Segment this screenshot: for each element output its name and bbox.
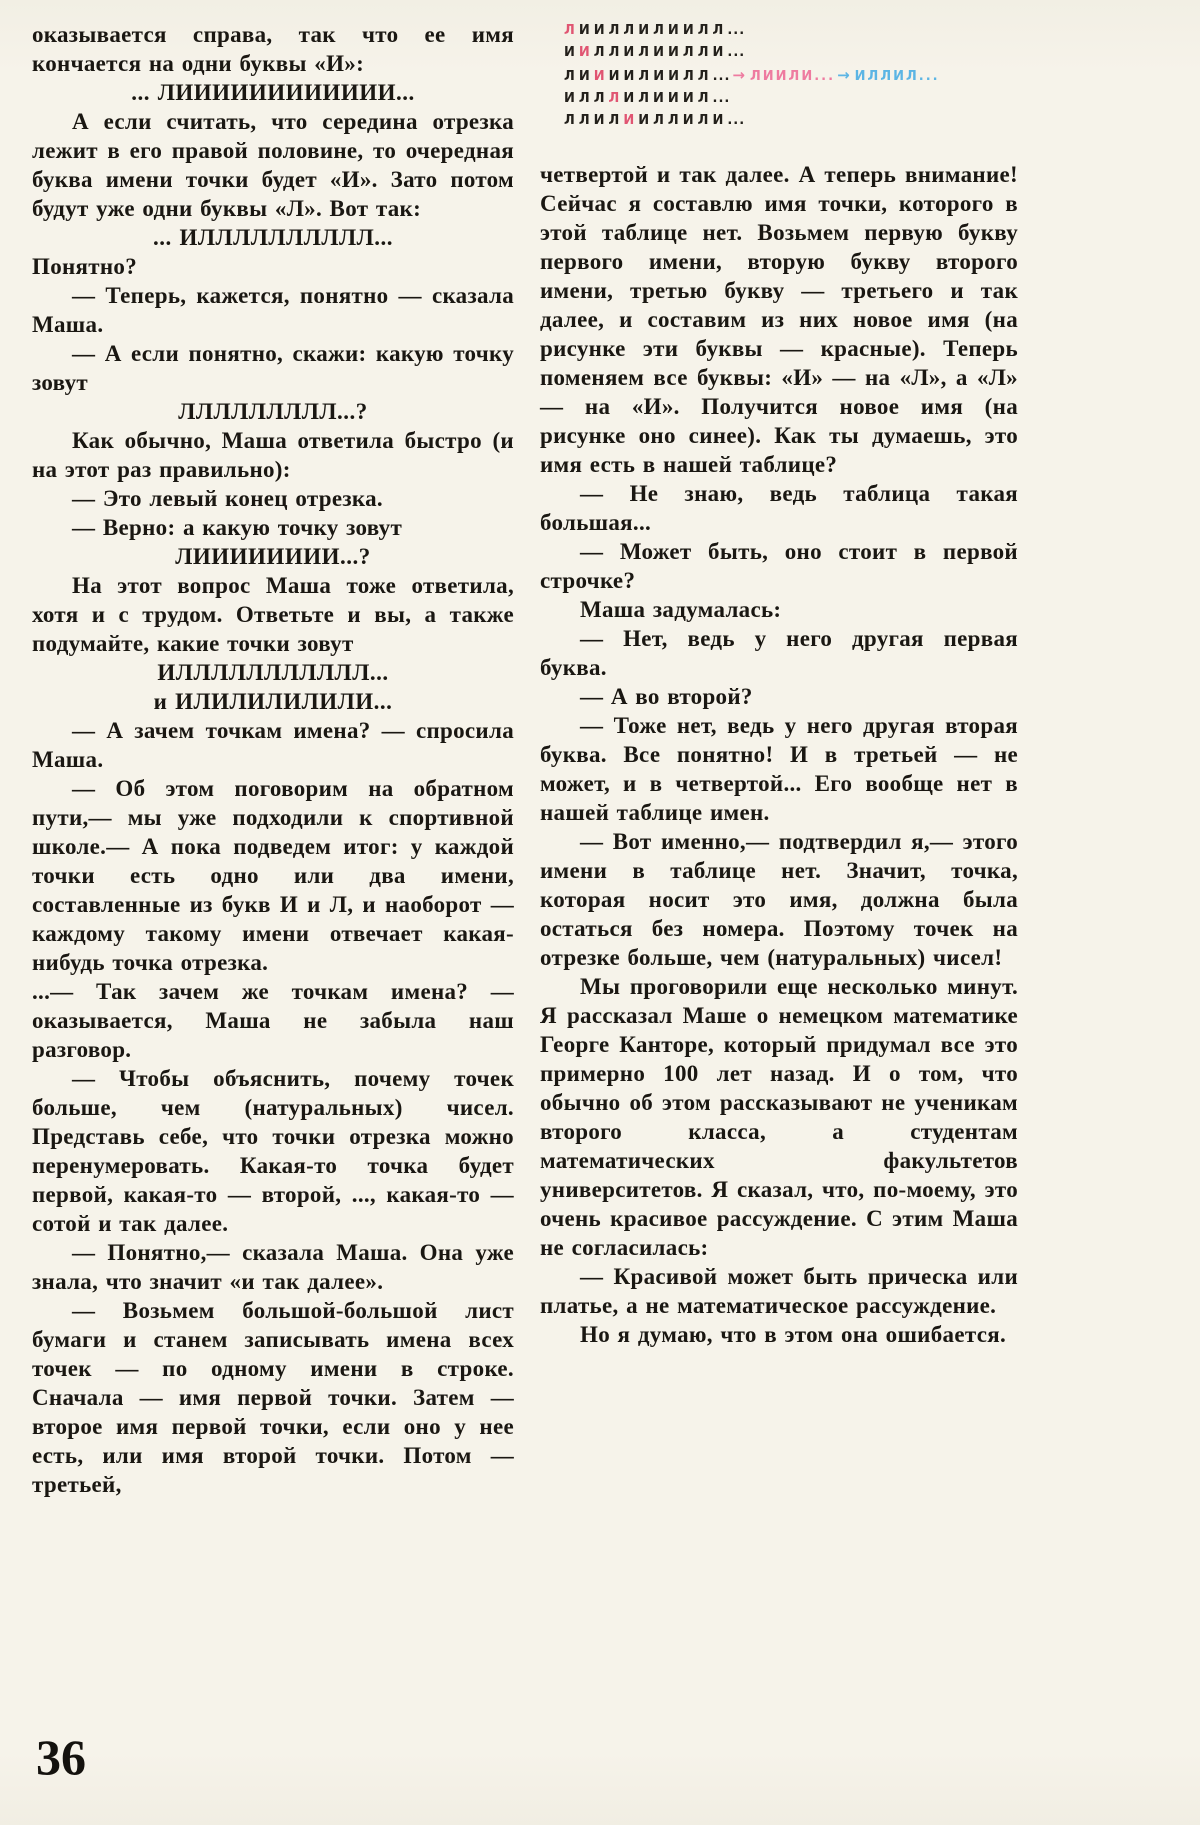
letter-table-row [564, 110, 1018, 132]
letter-name-heading: и ИЛИЛИЛИЛИЛИ... [153, 689, 393, 714]
paragraph: — Вот именно,— подтвердил я,— этого имени в таблице нет. Значит, точка, которая носит это имя, должна была остаться без номера. Поэтому точек на отрезке больше, чем (натуральных) чисел! [540, 829, 1018, 970]
paragraph: — А если понятно, скажи: какую точку зовут [32, 341, 514, 395]
table-letter: Л [564, 113, 579, 128]
table-letter: И [682, 23, 698, 38]
letter-name-heading: ... ЛИИИИИИИИИИИИ... [131, 80, 415, 105]
ellipsis: ... [712, 91, 731, 106]
paragraph: — Нет, ведь у него другая первая буква. [540, 626, 1018, 680]
table-letter: И [653, 45, 668, 60]
table-letter: Л [712, 23, 728, 38]
paragraph: — Теперь, кажется, понятно — сказала Маша. [32, 283, 514, 337]
diagonal-red-letter: Л [608, 91, 624, 106]
table-letter: И [593, 23, 609, 38]
paragraph: А если считать, что середина отрезка лежит в его правой половине, то очередная буква имени точки будет «И». Зато потом будут уже одни буквы «Л». Вот так: [32, 109, 514, 221]
table-letter: Л [682, 45, 698, 60]
letter-name-heading: ЛИИИИИИИИ...? [175, 544, 371, 569]
table-letter: И [593, 113, 609, 128]
table-letter: И [667, 23, 683, 38]
right-column-text [540, 160, 1018, 1349]
table-letter: И [564, 91, 579, 106]
paragraph: — Это левый конец отрезка. [72, 486, 383, 511]
paragraph: Как обычно, Маша ответила быстро (и на этот раз правильно): [32, 428, 514, 482]
paragraph: — Красивой может быть прическа или платье, а не математическое рассуждение. [540, 1264, 1018, 1318]
table-letter: Л [697, 91, 713, 106]
diagonal-red-letter: И [623, 113, 639, 128]
diagonal-red-letter: Л [564, 23, 579, 38]
table-letter: И [564, 45, 579, 60]
names-table-diagram [540, 20, 1018, 132]
paragraph: — Верно: а какую точку зовут [72, 515, 403, 540]
table-letter: Л [608, 113, 624, 128]
table-letter: И [653, 69, 669, 84]
paragraph: оказывается справа, так что ее имя кончается на одни буквы «И»: [32, 22, 514, 76]
table-letter: Л [697, 113, 713, 128]
ellipsis: ... [712, 69, 731, 84]
paragraph: Но я думаю, что в этом она ошибается. [580, 1322, 1007, 1347]
table-letter: И [653, 91, 668, 106]
table-letter: И [638, 23, 654, 38]
table-letter: Л [578, 91, 594, 106]
paragraph: — Не знаю, ведь таблица такая большая... [540, 481, 1018, 535]
letter-table-row [564, 20, 1018, 42]
table-letter: Л [697, 69, 713, 84]
paragraph: На этот вопрос Маша тоже ответила, хотя и с трудом. Ответьте и вы, а также подумайте, какие точки зовут [32, 573, 514, 656]
table-letter: Л [593, 45, 609, 60]
table-letter: Л [608, 23, 624, 38]
paragraph: Маша задумалась: [580, 597, 782, 622]
paragraph: Понятно? [32, 254, 138, 279]
table-letter: Л [653, 113, 668, 128]
table-letter: И [578, 69, 594, 84]
left-column [32, 20, 514, 1499]
ellipsis: ... [727, 45, 746, 60]
paragraph: — Чтобы объяснить, почему точек больше, чем (натуральных) чисел. Представь себе, что точки отрезка можно перенумеровать. Какая-то точка будет первой, какая-то — второй, ..., какая-то — сотой и так далее. [32, 1066, 514, 1236]
letter-table-row [564, 42, 1018, 64]
paragraph: — Тоже нет, ведь у него другая вторая буква. Все понятно! И в третьей — не может, и в четвертой... Его вообще нет в нашей таблице имен. [540, 713, 1018, 825]
diagonal-red-letter: И [578, 45, 594, 60]
table-letter: Л [653, 23, 668, 38]
letter-name-heading: ... ИЛЛЛЛЛЛЛЛЛЛ... [152, 225, 394, 250]
table-letter: И [623, 69, 639, 84]
table-letter: Л [638, 45, 654, 60]
right-column [540, 20, 1018, 1499]
diagonal-red-letter: И [593, 69, 609, 84]
table-letter: Л [682, 69, 698, 84]
table-letter: И [712, 113, 728, 128]
table-letter: И [623, 45, 639, 60]
ellipsis: ... [727, 113, 746, 128]
table-letter: Л [578, 113, 594, 128]
arrow-icon: → [837, 66, 850, 84]
paragraph: — Возьмем большой-большой лист бумаги и станем записывать имена всех точек — по одному имени в строке. Сначала — имя первой точки. Затем — второе имя первой точки, если оно у нее есть, или имя второй точки. Потом — третьей, [32, 1298, 514, 1497]
table-letter: И [623, 91, 639, 106]
letter-name-heading: ЛЛЛЛЛЛЛЛЛ...? [178, 399, 368, 424]
table-letter: Л [638, 69, 654, 84]
paragraph: четвертой и так далее. А теперь внимание! Сейчас я составлю имя точки, которого в этой таблице нет. Возьмем первую букву первого имени, вторую букву второго имени, третью букву — третьего и так далее, и составим из них новое имя (на рисунке эти буквы — красные). Теперь поменяем все буквы: «И» — на «Л», а «Л» — на «И». Получится новое имя (на рисунке оно синее). Как ты думаешь, это имя есть в нашей таблице? [540, 162, 1018, 477]
letter-table-row [564, 88, 1018, 110]
table-letter: Л [608, 45, 624, 60]
table-letter: Л [667, 113, 683, 128]
table-letter: И [682, 91, 698, 106]
paragraph: — Понятно,— сказала Маша. Она уже знала, что значит «и так далее». [32, 1240, 514, 1294]
page-number: 36 [36, 1729, 86, 1785]
table-letter: И [682, 113, 698, 128]
table-letter: Л [564, 69, 579, 84]
table-letter: И [638, 113, 654, 128]
arrow-icon: → [732, 66, 745, 84]
paragraph: — А зачем точкам имена? — спросила Маша. [32, 718, 514, 772]
table-letter: Л [638, 91, 654, 106]
paragraph: Мы проговорили еще несколько минут. Я рассказал Маше о немецком математике Георге Канторе, который придумал все это примерно 100 лет назад. И о том, что обычно об этом рассказывают не ученикам второго класса, а студентам математических факультетов университетов. Я сказал, что, по-моему, это очень красивое рассуждение. С этим Маша не согласилась: [540, 974, 1018, 1260]
letter-name-heading: ИЛЛЛЛЛЛЛЛЛЛЛ... [157, 660, 389, 685]
paragraph: — А во второй? [580, 684, 753, 709]
new-name-pink: ЛИИЛИ... [750, 69, 836, 84]
two-column-layout [32, 20, 1018, 1499]
letter-table-row [564, 64, 1018, 88]
table-letter: Л [593, 91, 609, 106]
table-letter: И [668, 45, 683, 60]
table-letter: И [712, 45, 728, 60]
swapped-name-blue: ИЛЛИЛ... [854, 69, 940, 84]
paragraph: ...— Так зачем же точкам имена? — оказывается, Маша не забыла наш разговор. [32, 979, 514, 1062]
table-letter: Л [697, 23, 713, 38]
table-letter: И [667, 91, 683, 106]
table-letter: Л [697, 45, 713, 60]
ellipsis: ... [727, 23, 746, 38]
table-letter: Л [623, 23, 639, 38]
table-letter: И [578, 23, 594, 38]
paragraph: — Об этом поговорим на обратном пути,— мы уже подходили к спортивной школе.— А пока подведем итог: у каждой точки есть одно или два имени, составленные из букв И и Л, и наоборот — каждому такому имени отвечает какая-нибудь точка отрезка. [32, 776, 514, 975]
table-letter: И [668, 69, 683, 84]
table-letter: И [608, 69, 624, 84]
paragraph: — Может быть, оно стоит в первой строчке? [540, 539, 1018, 593]
